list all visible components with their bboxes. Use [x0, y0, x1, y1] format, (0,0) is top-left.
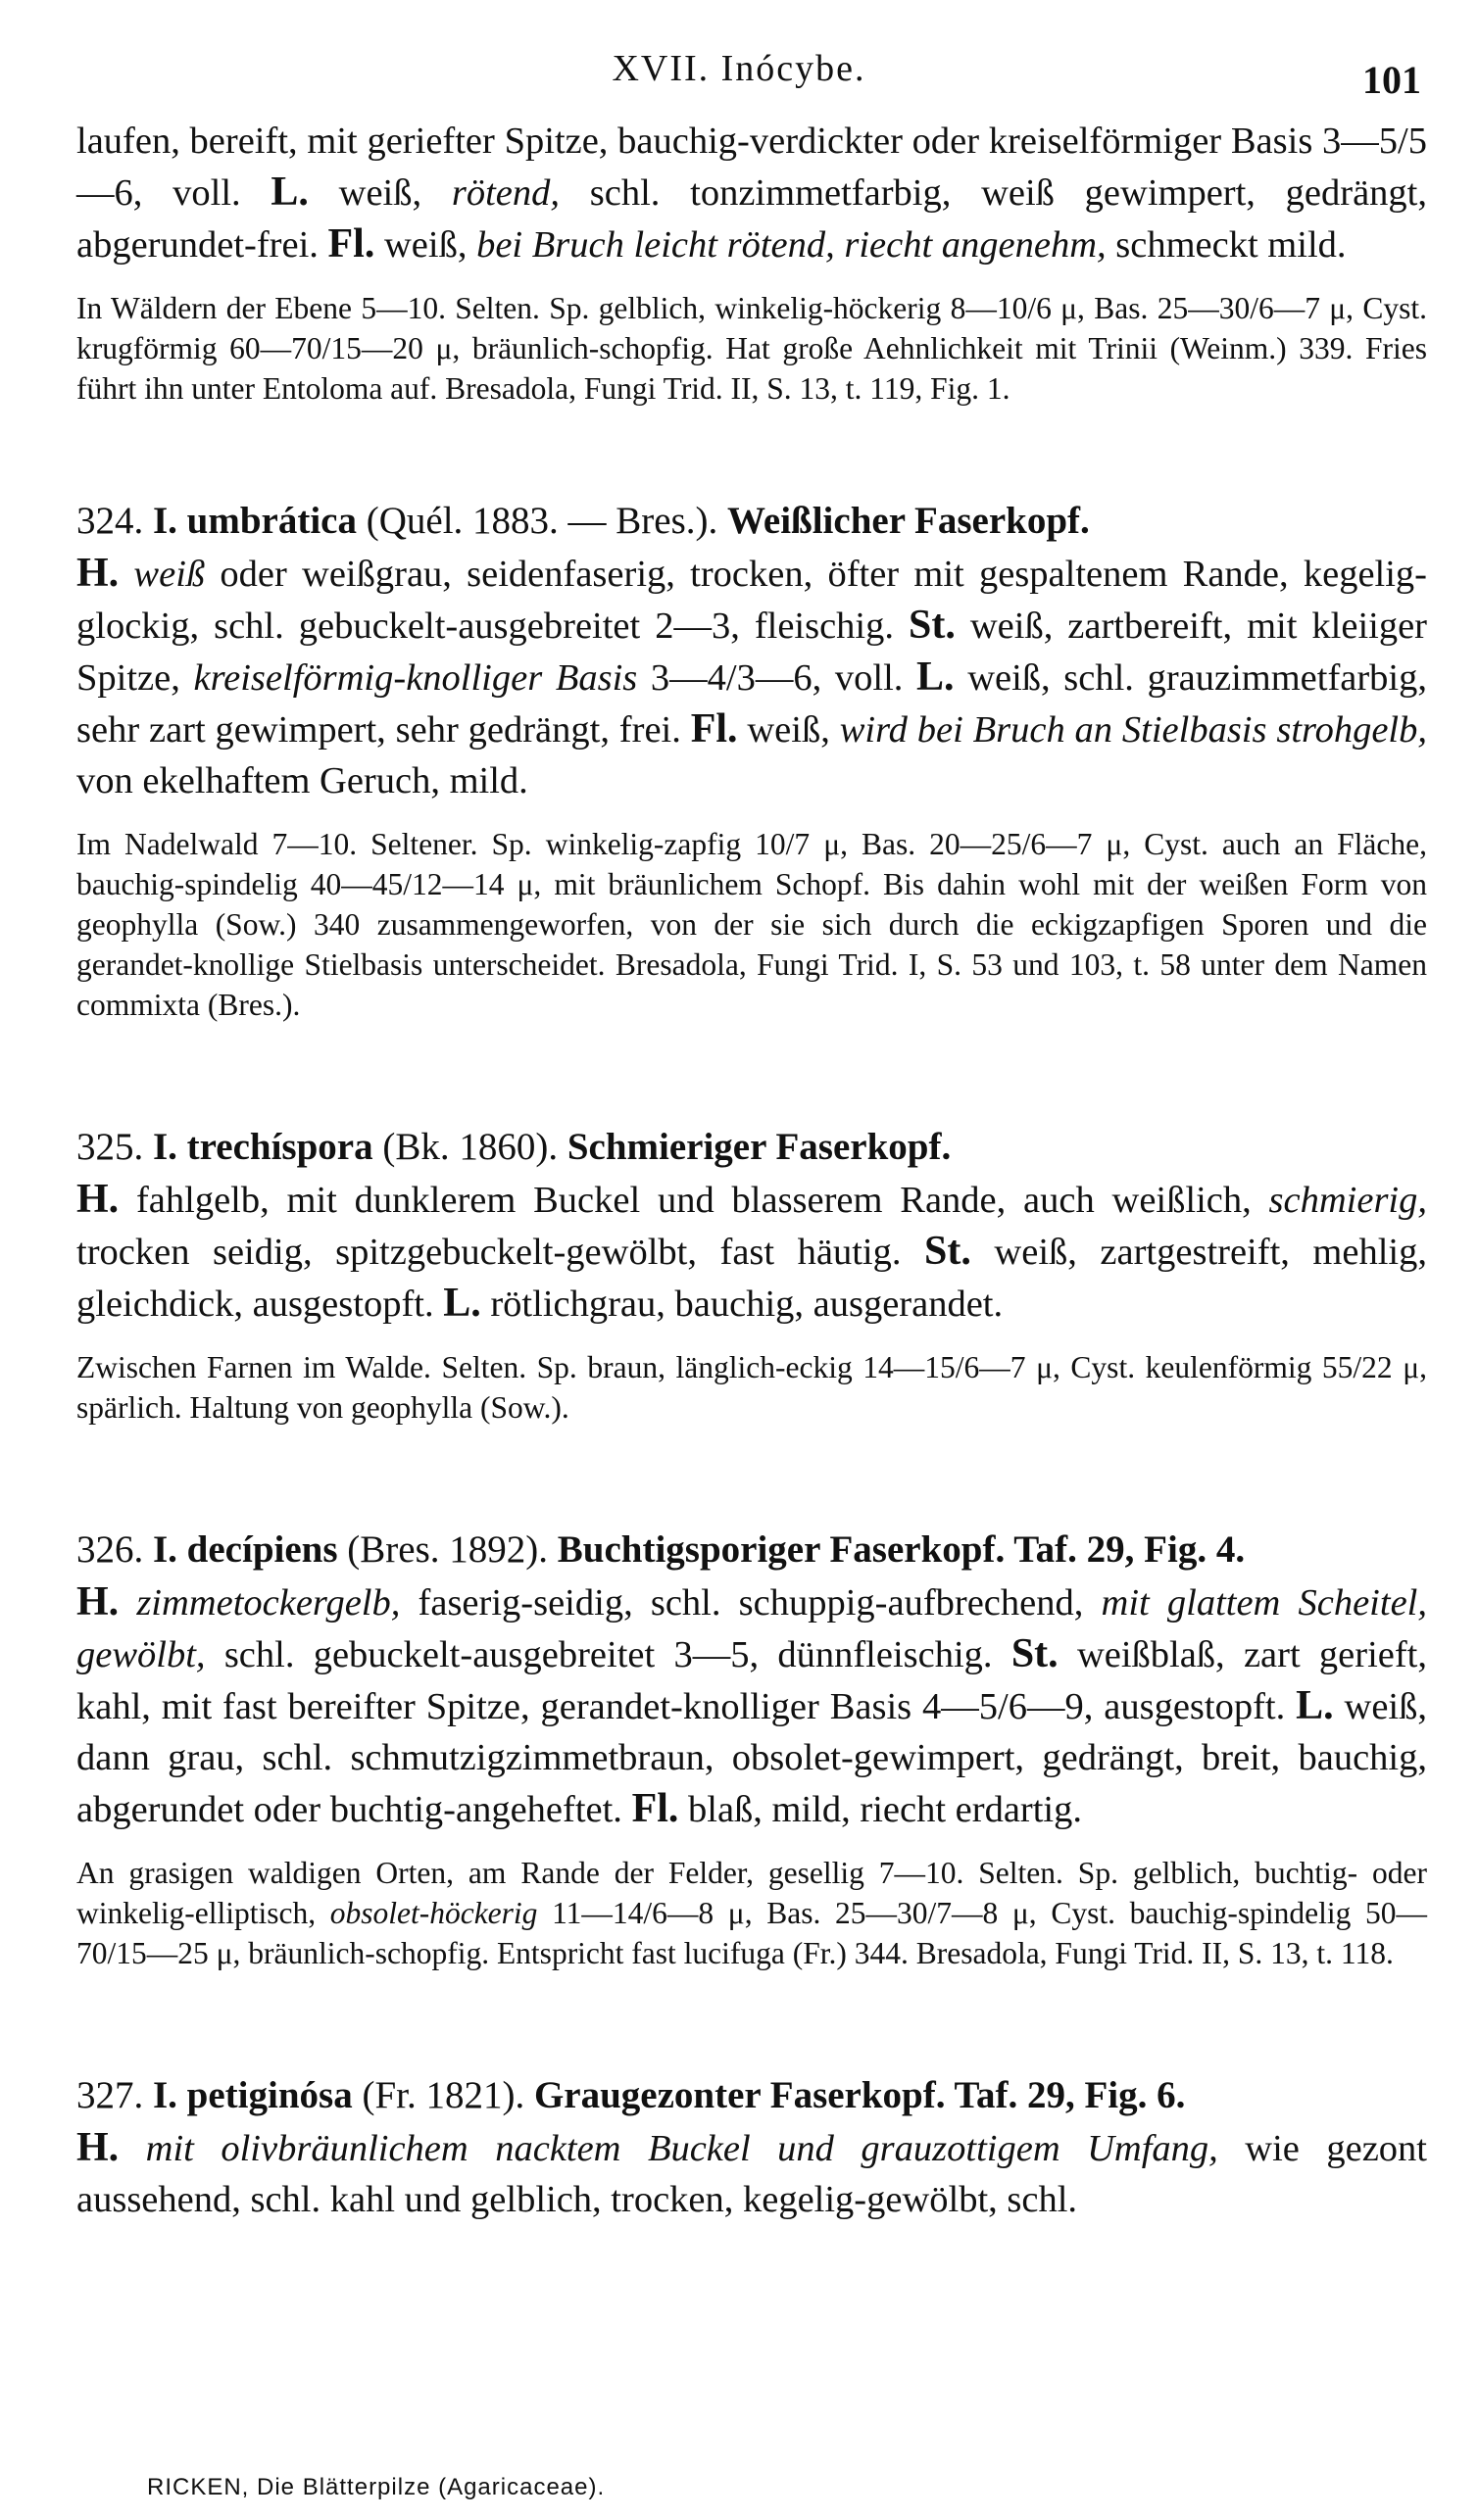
entry-description: H. fahlgelb, mit dunklerem Buckel und blasserem Rande, auch weißlich, schmierig, trocken seidig, spitzgebuckelt-gewölbt, fast häutig. St. weiß, zartgestreift, mehlig, gleichdick, ausgestopft. L. rötlichgrau, bauchig, ausgerandet.: [76, 1177, 1427, 1326]
entry-notes: An grasigen waldigen Orten, am Rande der Felder, gesellig 7—10. Selten. Sp. gelblich, buchtig- oder winkelig-elliptisch, obsolet-höckerig 11—14/6—8 μ, Bas. 25—30/7—8 μ, Cyst. bauchig-spindelig 50—70/15—25 μ, bräunlich-schopfig. Entspricht fast lucifuga (Fr.) 344. Bresadola, Fungi Trid. II, S. 13, t. 118.: [76, 1856, 1427, 1970]
entry-notes: Zwischen Farnen im Walde. Selten. Sp. braun, länglich-eckig 14—15/6—7 μ, Cyst. keulenförmig 55/22 μ, spärlich. Haltung von geophylla (Sow.).: [76, 1350, 1427, 1425]
entry-description: H. zimmetockergelb, faserig-seidig, schl. schuppig-aufbrechend, mit glattem Scheitel, gewölbt, schl. gebuckelt-ausgebreitet 3—5, dünnfleischig. St. weißblaß, zart gerieft, kahl, mit fast bereifter Spitze, gerandet-knolliger Basis 4—5/6—9, ausgestopft. L. weiß, dann grau, schl. schmutzigzimmetbraun, obsolet-gewimpert, gedrängt, breit, bauchig, abgerundet oder buchtig-angeheftet. Fl. blaß, mild, riecht erdartig.: [76, 1579, 1427, 1831]
intro-notes: In Wäldern der Ebene 5—10. Selten. Sp. gelblich, winkelig-höckerig 8—10/6 μ, Bas. 25—30/6—7 μ, Cyst. krugförmig 60—70/15—20 μ, bräunlich-schopfig. Hat große Aehnlichkeit mit Trinii (Weinm.) 339. Fries führt ihn unter Entoloma auf. Bresadola, Fungi Trid. II, S. 13, t. 119, Fig. 1.: [76, 291, 1427, 406]
entry-heading: 325. I. trechíspora (Bk. 1860). Schmieriger Faserkopf.: [76, 1126, 952, 1168]
page-header: [0, 47, 1478, 106]
entry-description: H. mit olivbräunlichem nacktem Buckel und grauzottigem Umfang, wie gezont aussehend, schl. kahl und gelblich, trocken, kegelig-gewölbt, schl.: [76, 2125, 1427, 2220]
species-entry-324: [76, 495, 1427, 1025]
species-entry-326: [76, 1524, 1427, 1973]
entry-heading: 324. I. umbrática (Quél. 1883. — Bres.). Weißlicher Faserkopf.: [76, 500, 1090, 542]
page-footer: RICKEN, Die Blätterpilze (Agaricaceae).: [147, 2474, 606, 2500]
entry-heading: 327. I. petiginósa (Fr. 1821). Graugezonter Faserkopf. Taf. 29, Fig. 6.: [76, 2074, 1186, 2116]
running-title: XVII. Inócybe.: [612, 48, 866, 89]
entry-notes: Im Nadelwald 7—10. Seltener. Sp. winkelig-zapfig 10/7 μ, Bas. 20—25/6—7 μ, Cyst. auch an Fläche, bauchig-spindelig 40—45/12—14 μ, mit bräunlichem Schopf. Bis dahin wohl mit der weißen Form von geophylla (Sow.) 340 zusammengeworfen, von der sie sich durch die eckigzapfigen Sporen und die gerandet-knollige Stielbasis unterscheidet. Bresadola, Fungi Trid. I, S. 53 und 103, t. 58 unter dem Namen commixta (Bres.).: [76, 827, 1427, 1022]
entry-heading: 326. I. decípiens (Bres. 1892). Buchtigsporiger Faserkopf. Taf. 29, Fig. 4.: [76, 1528, 1246, 1571]
intro-description: laufen, bereift, mit geriefter Spitze, bauchig-verdickter oder kreiselförmiger Basis 3—5/5—6, voll. L. weiß, rötend, schl. tonzimmetfarbig, weiß gewimpert, gedrängt, abgerundet-frei. Fl. weiß, bei Bruch leicht rötend, riecht angenehm, schmeckt mild.: [76, 121, 1427, 267]
page-body: [76, 116, 1427, 2225]
species-entry-325: [76, 1121, 1427, 1428]
species-entry-327: [76, 2069, 1427, 2225]
page-number: 101: [1362, 58, 1421, 102]
entry-description: H. weiß oder weißgrau, seidenfaserig, trocken, öfter mit gespaltenem Rande, kegelig-glockig, schl. gebuckelt-ausgebreitet 2—3, fleischig. St. weiß, zartbereift, mit kleiiger Spitze, kreiselförmig-knolliger Basis 3—4/3—6, voll. L. weiß, schl. grauzimmetfarbig, sehr zart gewimpert, sehr gedrängt, frei. Fl. weiß, wird bei Bruch an Stielbasis strohgelb, von ekelhaftem Geruch, mild.: [76, 551, 1428, 801]
